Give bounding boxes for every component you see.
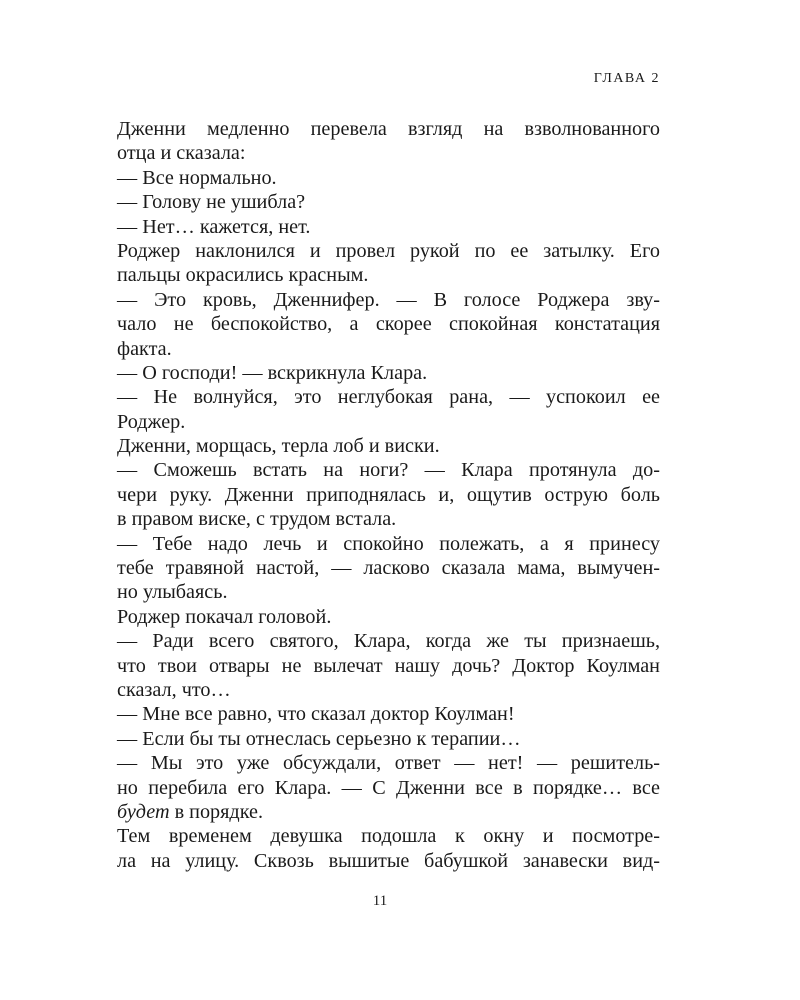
text-line: — Мы это уже обсуждали, ответ — нет! — решитель- [117,752,660,775]
page-number: 11 [372,893,388,909]
text-line: Роджер покачал головой. [117,605,332,628]
text-line: что твои отвары не вылечат нашу дочь? Доктор Коулман [117,654,660,677]
text-line: Дженни, морщась, терла лоб и виски. [117,435,440,458]
text-line-italic [117,800,660,824]
text-line: — Мне все равно, что сказал доктор Коулман! [117,703,515,726]
text-line: факта. [117,337,172,360]
text-line: пальцы окрасились красным. [117,264,369,287]
text-line: — Ради всего святого, Клара, когда же ты признаешь, [117,630,660,653]
text-line: чери руку. Дженни приподнялась и, ощутив острую боль [117,483,660,506]
text-line: ла на улицу. Сквозь вышитые бабушкой занавески вид- [117,849,660,872]
text-line: тебе травяной настой, — ласково сказала мама, вымучен- [117,557,660,580]
text-line: — Голову не ушибла? [117,191,306,214]
text-line: но улыбаясь. [117,581,228,604]
text-line: — Сможешь встать на ноги? — Клара протянула до- [117,459,660,482]
text-line: — Нет… кажется, нет. [117,215,311,238]
text-line: в правом виске, с трудом встала. [117,508,397,531]
text-line: — Если бы ты отнеслась серьезно к терапии… [117,727,521,750]
text-line: — О господи! — вскрикнула Клара. [117,361,428,384]
text-line: — Все нормально. [117,166,277,189]
text-line: Тем временем девушка подошла к окну и посмотре- [117,825,660,848]
text-line: — Не волнуйся, это неглубокая рана, — успокоил ее [117,386,660,409]
text-line: отца и сказала: [117,142,246,165]
body-text [117,117,660,873]
text-line: чало не беспокойство, а скорее спокойная констатация [117,313,660,336]
text-line: но перебила его Клара. — С Дженни все в порядке… все [117,776,660,799]
text-line: — Тебе надо лечь и спокойно полежать, а я принесу [117,532,660,555]
running-header-chapter: ГЛАВА 2 [593,71,660,86]
text-line: Дженни медленно перевела взгляд на взволнованного [117,118,660,140]
italic-line-rest: в порядке. [169,800,264,823]
italic-emphasis: будет [117,800,170,823]
text-line: сказал, что… [117,678,231,701]
text-line: Роджер. [117,410,186,433]
text-line: Роджер наклонился и провел рукой по ее затылку. Его [117,239,660,262]
text-line: — Это кровь, Дженнифер. — В голосе Роджера зву- [117,288,660,311]
